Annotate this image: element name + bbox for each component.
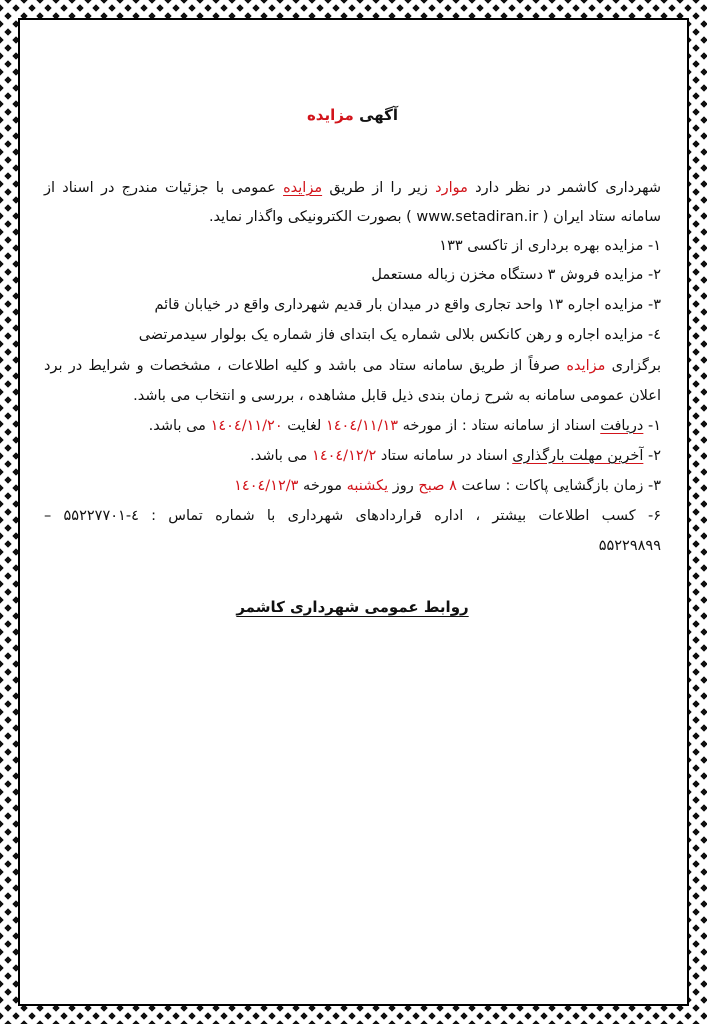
intro-text: سامانه ستاد ایران ( <box>538 209 661 225</box>
intro-text: زیر را از طریق <box>322 180 436 196</box>
date-end: ۱٤۰٤/۱۱/۲۰ <box>210 418 283 434</box>
schedule-item-documents <box>44 418 661 434</box>
title-word-auction: مزایده <box>306 106 354 124</box>
opening-date: ۱٤۰٤/۱۲/۳ <box>234 478 299 494</box>
holding-text: صرفاً از طریق سامانه ستاد می باشد و کلیه اطلاعات ، مشخصات و شرایط در برد <box>44 358 567 374</box>
highlight-auction: مزایده <box>566 358 606 374</box>
intro-line-2 <box>44 209 661 225</box>
schedule-text: ۶- کسب اطلاعات بیشتر ، اداره قراردادهای شهرداری با شماره تماس : ٤- <box>125 508 661 524</box>
schedule-text: روز <box>388 478 419 494</box>
schedule-underlined: آخرین مهلت بارگذاری <box>512 448 644 464</box>
footer-text: روابط عمومی شهرداری کاشمر <box>236 598 469 616</box>
list-item: ۳- مزایده اجاره ۱۳ واحد تجاری واقع در میدان بار قدیم شهرداری واقع در خیابان قائم <box>154 297 661 313</box>
holding-line-1 <box>44 358 661 374</box>
page-title <box>44 106 661 124</box>
schedule-text: مورخه <box>298 478 347 494</box>
schedule-text: ۳- زمان بازگشایی پاکات : ساعت <box>456 478 661 494</box>
schedule-text: – <box>44 508 64 524</box>
list-item: ۲- مزایده فروش ۳ دستگاه مخزن زباله مستعمل <box>371 267 661 283</box>
setadiran-link[interactable]: www.setadiran.ir <box>416 209 539 225</box>
list-item: ۱- مزایده بهره برداری از تاکسی ۱۳۳ <box>439 238 661 254</box>
signature-public-relations <box>44 598 661 616</box>
schedule-item-contact <box>44 508 661 524</box>
document-sheet <box>20 20 687 1004</box>
schedule-underlined: دریافت <box>600 418 644 434</box>
schedule-text: ۱- <box>643 418 661 434</box>
date-deadline: ۱٤۰٤/۱۲/۲ <box>312 448 377 464</box>
document-content <box>44 20 661 1004</box>
intro-text: ) بصورت الکترونیکی واگذار نماید. <box>208 209 417 225</box>
intro-text: عمومی با جزئیات مندرج در اسناد از <box>44 180 284 196</box>
schedule-text: ۲- <box>643 448 661 464</box>
intro-text: شهرداری کاشمر در نظر دارد <box>467 180 661 196</box>
highlight-items: موارد <box>435 180 468 196</box>
schedule-text: اسناد در سامانه ستاد <box>376 448 513 464</box>
holding-text: برگزاری <box>605 358 661 374</box>
list-item: ٤- مزایده اجاره و رهن کانکس بلالی شماره یک ابتدای فاز شماره یک بولوار سیدمرتضی <box>138 327 661 343</box>
title-word-notice: آگهی <box>359 106 399 124</box>
schedule-text: اسناد از سامانه ستاد : از مورخه <box>398 418 601 434</box>
opening-day: یکشنبه <box>346 478 389 494</box>
schedule-text: می باشد. <box>250 448 313 464</box>
schedule-item-opening <box>44 478 661 494</box>
holding-line-2: اعلان عمومی سامانه به شرح زمان بندی ذیل قابل مشاهده ، بررسی و انتخاب می باشد. <box>133 388 661 404</box>
schedule-text: می باشد. <box>148 418 211 434</box>
schedule-item-deadline <box>44 448 661 464</box>
phone-number-1: ۵۵۲۲۷۷۰۱ <box>63 508 126 524</box>
phone-number-2: ۵۵۲۲۹۸۹۹ <box>598 538 661 554</box>
highlight-auction: مزایده <box>283 180 323 196</box>
intro-line-1 <box>44 180 661 196</box>
date-start: ۱٤۰٤/۱۱/۱۳ <box>325 418 399 434</box>
opening-time: ۸ صبح <box>418 478 457 494</box>
schedule-text: لغایت <box>282 418 326 434</box>
